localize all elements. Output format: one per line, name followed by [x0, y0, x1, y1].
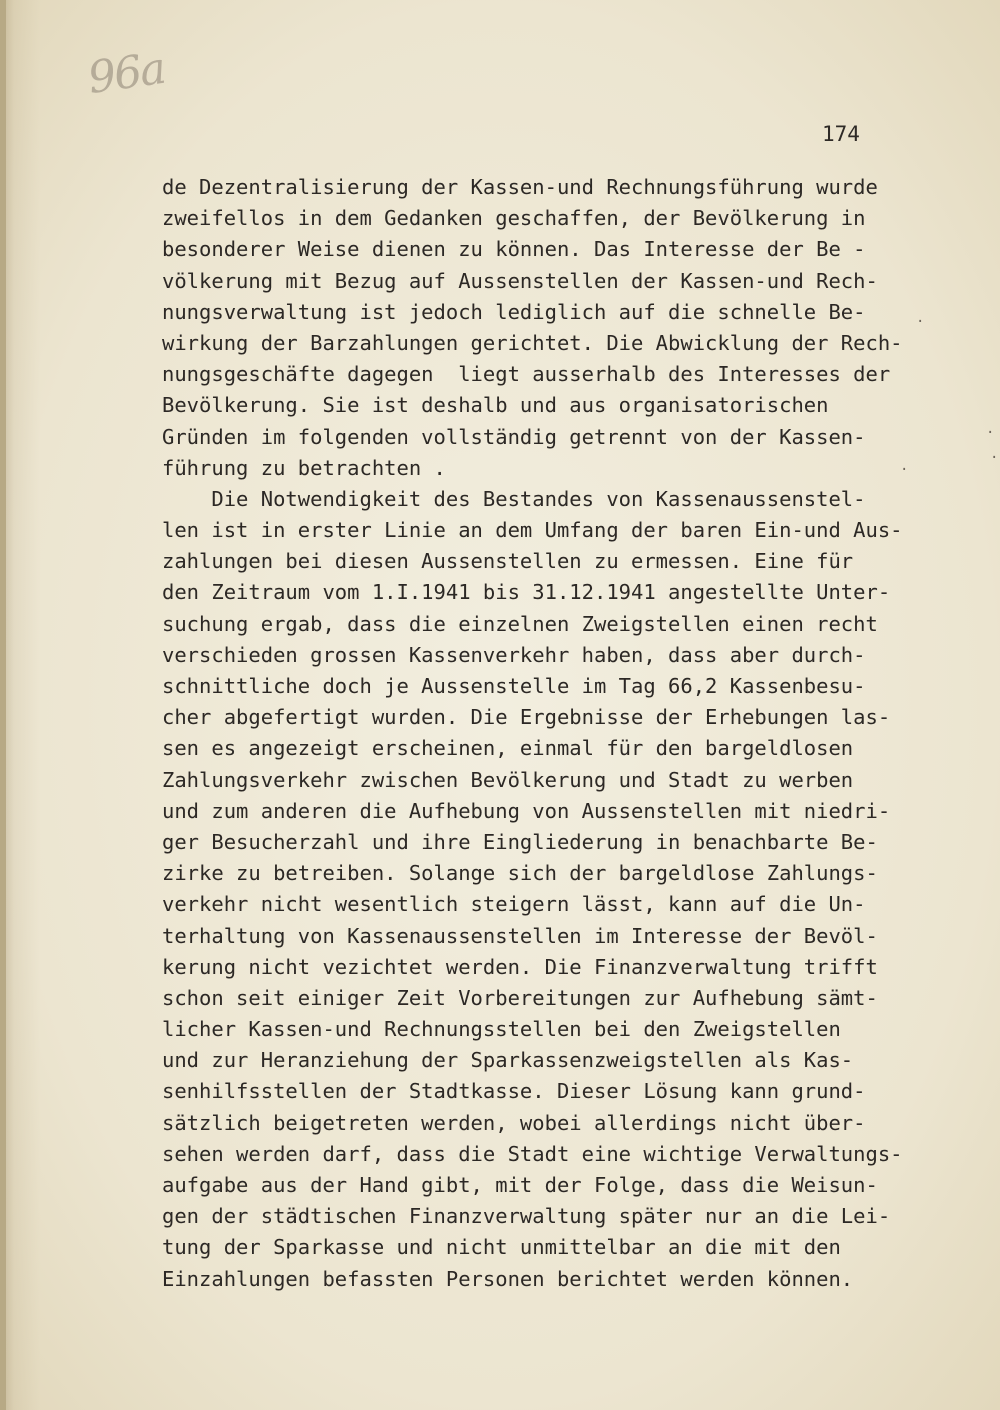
text-line: wirkung der Barzahlungen gerichtet. Die Abwicklung der Rech-	[162, 330, 903, 355]
text-line: senhilfsstellen der Stadtkasse. Dieser Lösung kann grund-	[162, 1079, 866, 1104]
text-line: de Dezentralisierung der Kassen-und Rechnungsführung wurde	[162, 175, 878, 199]
margin-mark: ·	[986, 425, 995, 441]
text-line: besonderer Weise dienen zu können. Das Interesse der Be -	[162, 237, 866, 262]
text-line: ger Besucherzahl und ihre Eingliederung in benachbarte Be-	[162, 829, 878, 854]
text-line: Gründen im folgenden vollständig getrennt von der Kassen-	[162, 424, 866, 449]
text-line: sen es angezeigt erscheinen, einmal für den bargeldlosen	[162, 736, 854, 761]
stray-dot-mark: .	[900, 458, 909, 474]
text-line: Einzahlungen befassten Personen berichtet werden können.	[162, 1266, 854, 1291]
margin-mark: ·	[990, 450, 999, 466]
text-line: zahlungen bei diesen Aussenstellen zu ermessen. Eine für	[162, 549, 854, 574]
text-line: Zahlungsverkehr zwischen Bevölkerung und Stadt zu werben	[162, 767, 854, 792]
text-line: völkerung mit Bezug auf Aussenstellen der Kassen-und Rech-	[162, 268, 878, 293]
text-line: sehen werden darf, dass die Stadt eine wichtige Verwaltungs-	[162, 1141, 903, 1166]
text-line: zweifellos in dem Gedanken geschaffen, der Bevölkerung in	[162, 206, 866, 231]
text-line: len ist in erster Linie an dem Umfang der baren Ein-und Aus-	[162, 518, 903, 543]
text-line: Die Notwendigkeit des Bestandes von Kassenaussenstel-	[162, 486, 866, 511]
text-line: kerung nicht vezichtet werden. Die Finanzverwaltung trifft	[162, 954, 878, 979]
page-number: 174	[822, 122, 860, 146]
text-line: licher Kassen-und Rechnungsstellen bei den Zweigstellen	[162, 1017, 841, 1042]
handwritten-folio-number: 96a	[84, 42, 168, 105]
text-line: suchung ergab, dass die einzelnen Zweigstellen einen recht	[162, 611, 878, 636]
text-line: terhaltung von Kassenaussenstellen im Interesse der Bevöl-	[162, 923, 878, 948]
text-line: nungsgeschäfte dagegen liegt ausserhalb des Interesses der	[162, 362, 891, 387]
text-line: gen der städtischen Finanzverwaltung später nur an die Lei-	[162, 1204, 891, 1229]
text-line: schnittliche doch je Aussenstelle im Tag 66,2 Kassenbesu-	[162, 674, 866, 698]
text-line: nungsverwaltung ist jedoch lediglich auf die schnelle Be-	[162, 299, 866, 324]
text-line: und zum anderen die Aufhebung von Aussenstellen mit niedri-	[162, 798, 891, 823]
text-line: und zur Heranziehung der Sparkassenzweigstellen als Kas-	[162, 1048, 854, 1073]
text-line: Bevölkerung. Sie ist deshalb und aus organisatorischen	[162, 393, 829, 418]
text-line: tung der Sparkasse und nicht unmittelbar an die mit den	[162, 1235, 841, 1260]
text-line: führung zu betrachten .	[162, 455, 446, 480]
text-line: den Zeitraum vom 1.I.1941 bis 31.12.1941 angestellte Unter-	[162, 580, 891, 605]
text-line: cher abgefertigt wurden. Die Ergebnisse der Erhebungen las-	[162, 705, 891, 730]
text-line: sätzlich beigetreten werden, wobei allerdings nicht über-	[162, 1110, 866, 1135]
text-line: schon seit einiger Zeit Vorbereitungen zur Aufhebung sämt-	[162, 985, 878, 1010]
stray-dot-mark: .	[916, 310, 925, 326]
text-line: zirke zu betreiben. Solange sich der bargeldlose Zahlungs-	[162, 861, 878, 886]
page-edge-shadow	[0, 0, 6, 1410]
typewritten-body	[162, 172, 962, 1295]
text-line: verkehr nicht wesentlich steigern lässt, kann auf die Un-	[162, 892, 866, 917]
text-line: aufgabe aus der Hand gibt, mit der Folge, dass die Weisun-	[162, 1173, 878, 1197]
text-line: verschieden grossen Kassenverkehr haben, dass aber durch-	[162, 642, 866, 667]
